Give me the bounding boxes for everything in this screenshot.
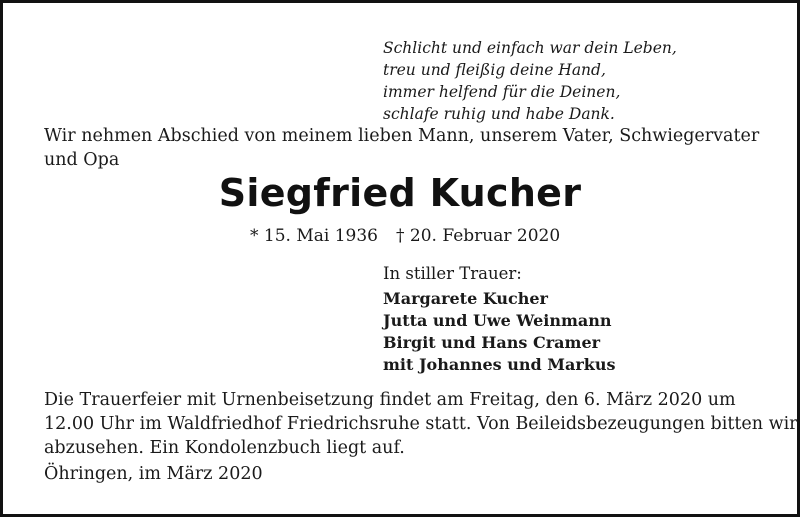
mourner-name: Margarete Kucher — [383, 289, 548, 308]
life-dates — [250, 224, 560, 248]
mourners-block — [383, 263, 616, 376]
service-line: Die Trauerfeier mit Urnenbeisetzung findet am Freitag, den 6. März 2020 um — [44, 390, 736, 410]
deceased-name: Siegfried Kucher — [218, 171, 582, 215]
place-and-date: Öhringen, im März 2020 — [44, 464, 263, 484]
service-line: abzusehen. Ein Kondolenzbuch liegt auf. — [44, 438, 405, 458]
funeral-service-info — [44, 388, 798, 460]
birth-date: * 15. Mai 1936 — [250, 226, 378, 246]
mourner-name: Jutta und Uwe Weinmann — [383, 311, 612, 330]
poem-line: treu und fleißig deine Hand, — [383, 61, 606, 79]
memorial-poem — [383, 37, 677, 125]
farewell-intro: Wir nehmen Abschied von meinem lieben Mann, unserem Vater, Schwiegervater und Opa — [44, 126, 760, 170]
service-line: 12.00 Uhr im Waldfriedhof Friedrichsruhe statt. Von Beileidsbezeugungen bitten wir — [44, 414, 798, 434]
poem-line: immer helfend für die Deinen, — [383, 83, 621, 101]
poem-line: schlafe ruhig und habe Dank. — [383, 105, 615, 123]
mourner-name: Birgit und Hans Cramer — [383, 333, 601, 352]
death-date: † 20. Februar 2020 — [396, 226, 561, 246]
poem-line: Schlicht und einfach war dein Leben, — [383, 39, 677, 57]
mourning-heading: In stiller Trauer: — [383, 264, 522, 283]
mourner-name: mit Johannes und Markus — [383, 355, 616, 374]
